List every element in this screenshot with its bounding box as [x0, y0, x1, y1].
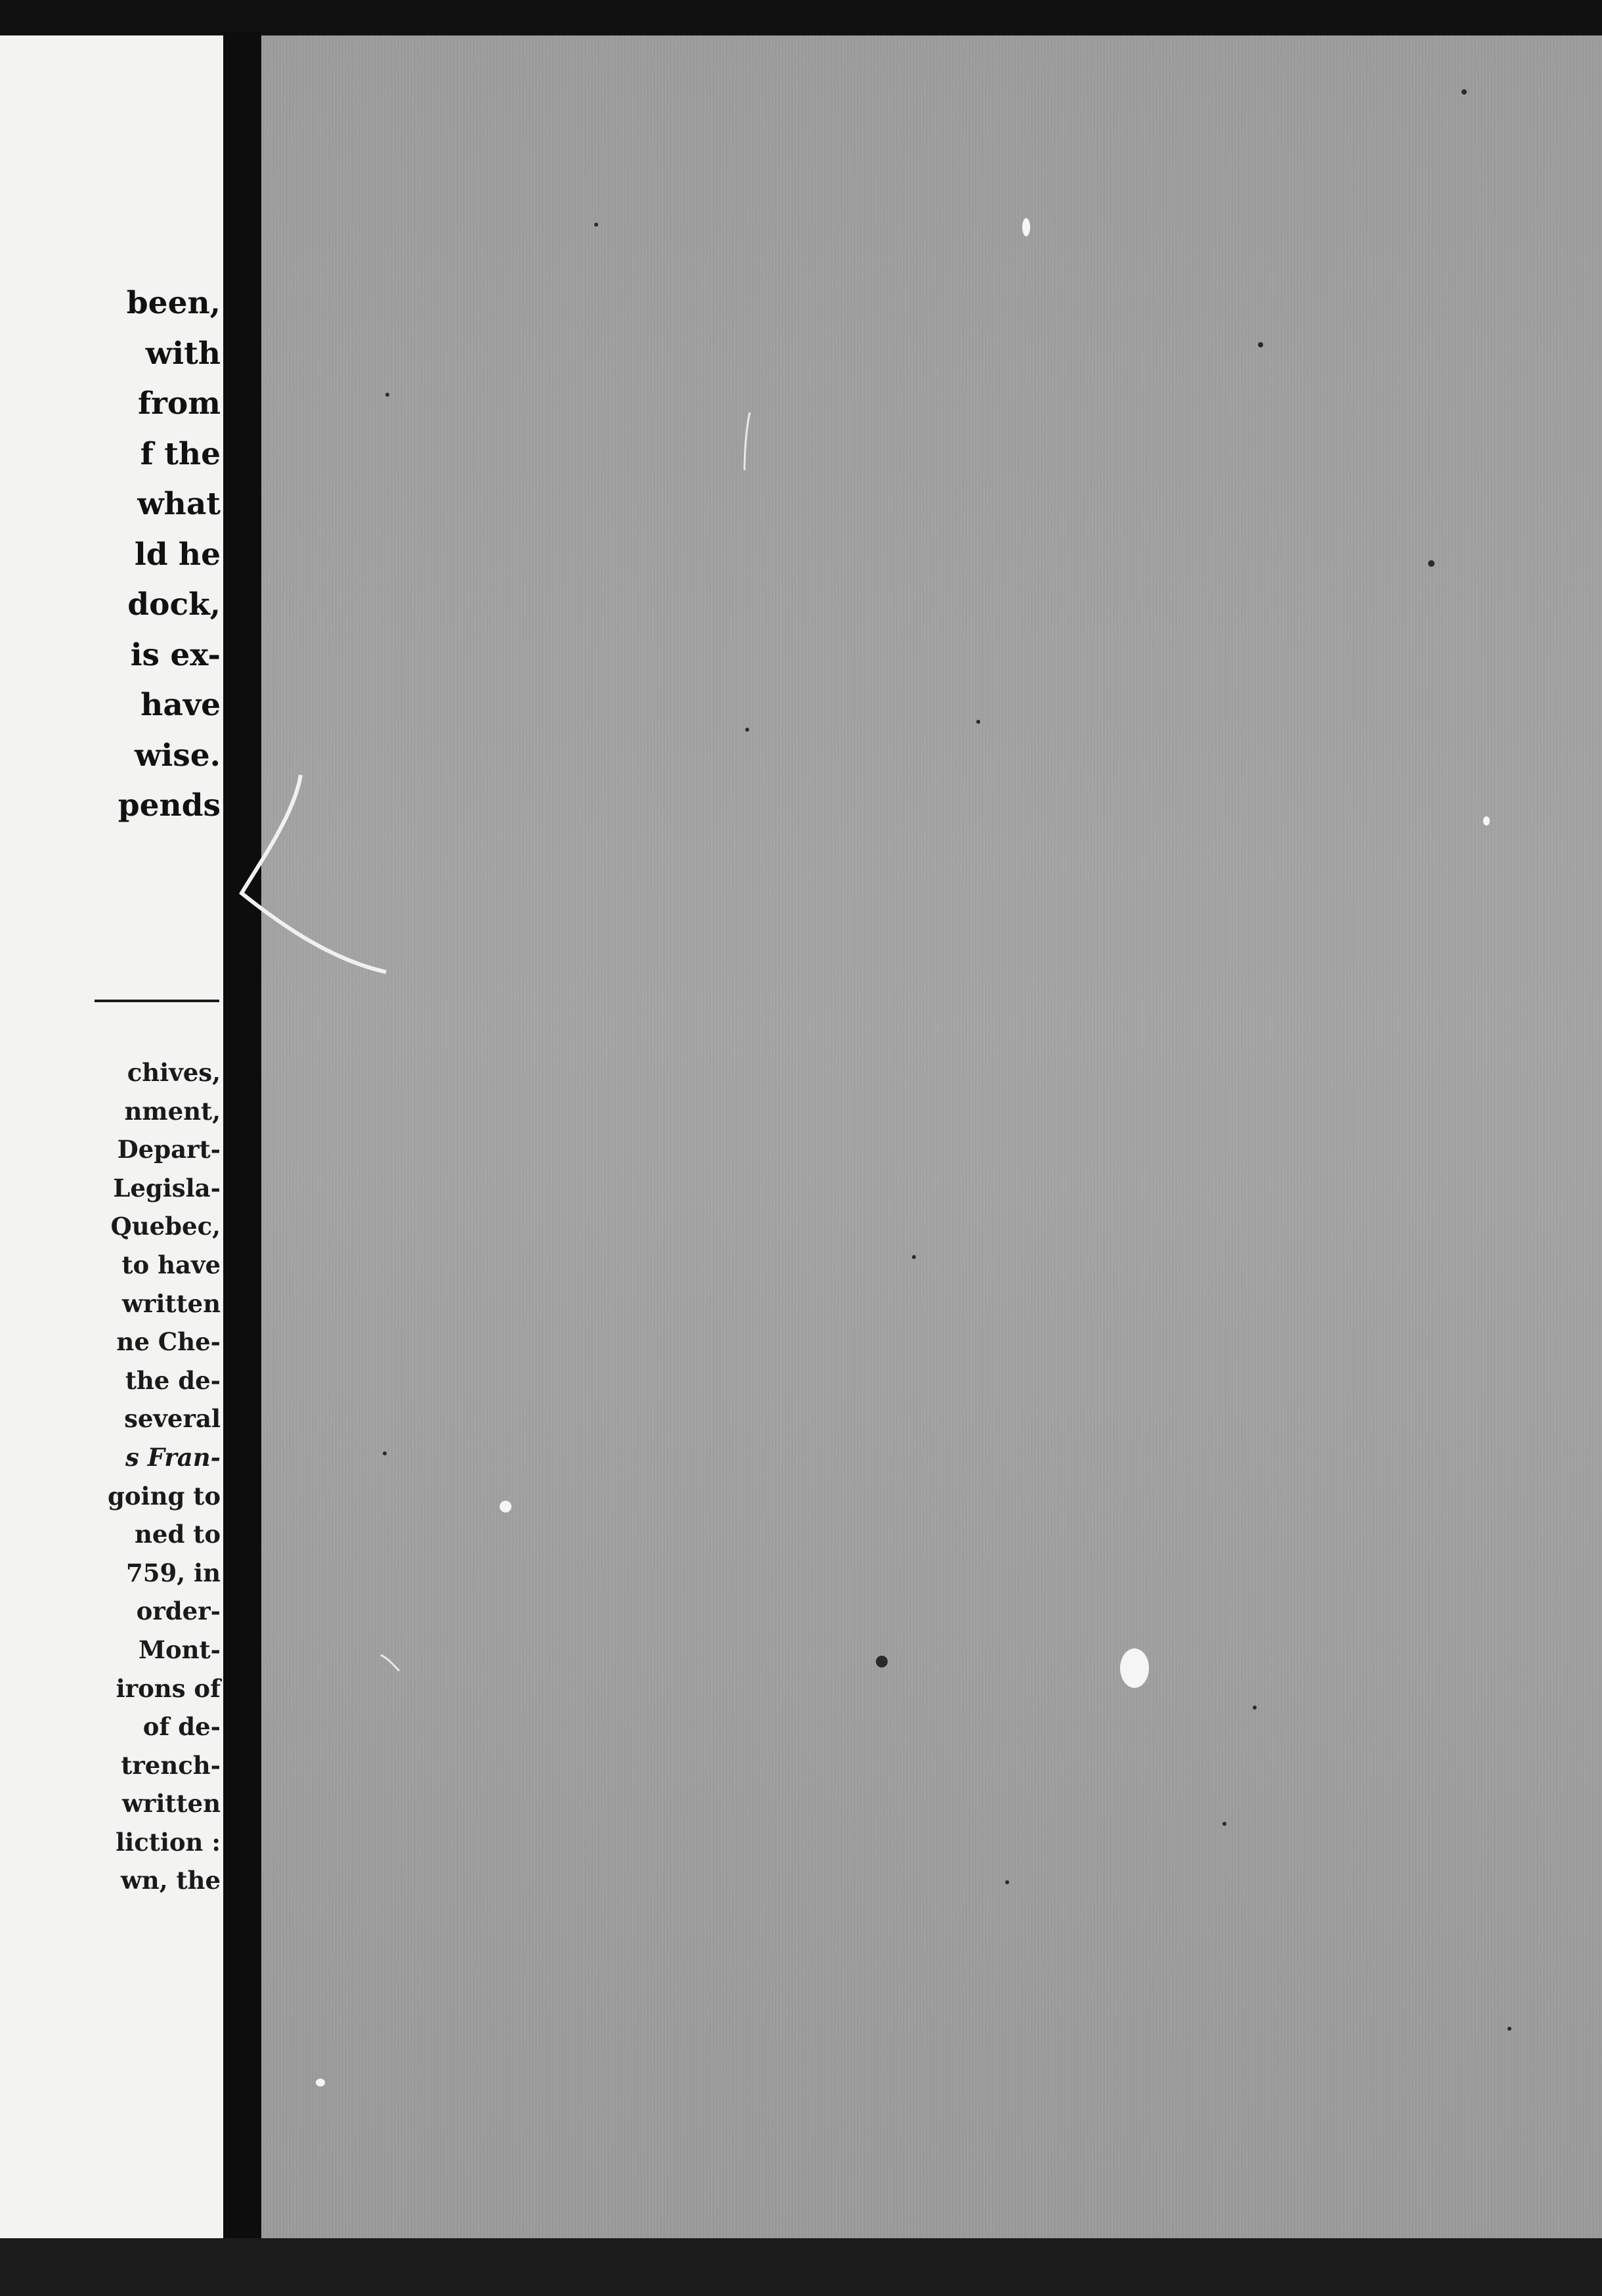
footnote-line: Mont- [139, 1635, 221, 1664]
footnote-line: liction : [116, 1827, 221, 1857]
footnote-line: Legisla- [113, 1173, 221, 1203]
book-spine [223, 32, 261, 2238]
scratch-line [381, 1655, 399, 1671]
torn-paper-scratch [235, 762, 393, 985]
footnote-line: chives, [127, 1058, 221, 1087]
body-line: f the [140, 435, 221, 472]
white-fleck [1022, 218, 1030, 236]
torn-scratch-path [242, 775, 386, 972]
dark-speck [385, 393, 389, 397]
footnote-line: going to [107, 1481, 221, 1511]
footnote-line: the de- [125, 1365, 221, 1395]
footnote-line: nment, [124, 1096, 221, 1126]
dark-speck [594, 223, 598, 227]
body-line: from [137, 386, 221, 422]
top-edge-shadow [0, 0, 1602, 35]
footnote-divider [95, 1000, 219, 1002]
gray-cover-board [261, 35, 1602, 2238]
footnote-line: to have [121, 1250, 221, 1279]
white-fleck [1120, 1648, 1149, 1688]
dark-speck [1253, 1706, 1257, 1710]
footnote-line: ne Che- [116, 1327, 221, 1357]
footnote-line: written [121, 1289, 221, 1318]
dark-speck [383, 1451, 387, 1455]
scratch-line [745, 412, 750, 470]
body-line: what [137, 486, 221, 522]
left-text-page [0, 35, 223, 2238]
white-fleck [500, 1501, 511, 1512]
body-line: is ex- [130, 636, 221, 673]
white-fleck [316, 2079, 325, 2086]
footnote-line [108, 1438, 221, 1477]
dark-speck [976, 720, 980, 724]
body-line: dock, [127, 586, 221, 623]
footnote-line: of de- [142, 1712, 221, 1742]
footnote-italic-word: s Fran- [125, 1442, 221, 1472]
footnote-line: order- [136, 1597, 221, 1626]
footnote-block [108, 1053, 221, 1900]
footnote-line: trench- [121, 1750, 221, 1780]
body-line: ld he [134, 536, 221, 573]
footnote-line: Quebec, [110, 1212, 221, 1241]
body-line: with [145, 335, 221, 372]
white-fleck [1483, 816, 1490, 826]
body-line: been, [126, 285, 221, 321]
footnote-line: irons of [116, 1673, 221, 1703]
dark-speck [1428, 560, 1435, 567]
footnote-line: several [124, 1404, 221, 1434]
dark-speck [1461, 89, 1467, 95]
dark-speck [745, 728, 749, 732]
footnote-line: ned to [135, 1520, 221, 1549]
footnote-line: 759, in [126, 1558, 221, 1587]
white-flecks [316, 218, 1490, 2086]
body-line: pends [118, 787, 221, 824]
dark-speck [1507, 2027, 1511, 2031]
footnote-line: Depart- [117, 1135, 221, 1164]
dark-speck [1005, 1880, 1009, 1884]
cover-scratches [381, 412, 750, 1671]
footnote-line: wn, the [120, 1866, 221, 1895]
cover-speckle-layer [261, 35, 1602, 2238]
dark-speck [1223, 1822, 1226, 1826]
dark-specks [383, 89, 1511, 2031]
dark-speck [876, 1656, 888, 1667]
body-line: wise. [134, 737, 221, 774]
footnote-line: written [121, 1789, 221, 1819]
dark-speck [1258, 342, 1263, 347]
bottom-edge-shadow [0, 2238, 1602, 2296]
body-text-block [118, 278, 221, 831]
body-line: have [141, 687, 221, 723]
dark-speck [912, 1255, 916, 1259]
